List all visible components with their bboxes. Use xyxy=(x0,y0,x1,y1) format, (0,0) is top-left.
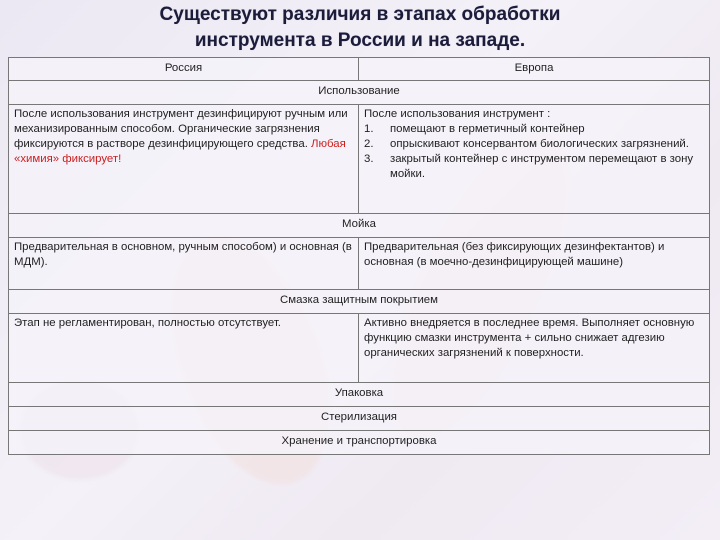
wash-russia-cell: Предварительная в основном, ручным способом) и основная (в МДМ). xyxy=(9,238,359,290)
use-russia-warning: Любая «химия» фиксирует! xyxy=(14,138,346,165)
list-text: помещают в герметичный контейнер xyxy=(390,123,585,135)
list-number: 3. xyxy=(364,153,374,165)
list-text: закрытый контейнер с инструментом перемещают в зону мойки. xyxy=(390,153,694,180)
section-sterilization: Стерилизация xyxy=(9,407,710,431)
use-europe-intro: После использования инструмент : xyxy=(364,108,551,120)
slide-title xyxy=(0,2,720,54)
header-row xyxy=(9,58,710,81)
table-row xyxy=(9,314,710,383)
column-header-russia: Россия xyxy=(9,58,359,81)
comparison-table xyxy=(8,57,710,455)
use-russia-text: После использования инструмент дезинфицируют ручным или механизированным способом. Органические загрязнения фиксируются в растворе дезинфицирующего средства. xyxy=(14,108,348,150)
section-pack: Упаковка xyxy=(9,383,710,407)
table-row xyxy=(9,238,710,290)
use-europe-cell xyxy=(359,105,710,214)
title-line-1: Существуют различия в этапах обработки xyxy=(159,4,561,25)
section-row xyxy=(9,383,710,407)
section-row xyxy=(9,81,710,105)
list-number: 2. xyxy=(364,138,374,150)
list-item xyxy=(364,137,704,152)
section-row xyxy=(9,290,710,314)
section-use: Использование xyxy=(9,81,710,105)
lube-europe-cell: Активно внедряется в последнее время. Выполняет основную функцию смазки инструмента + сильно снижает адгезию органических загрязнений к поверхности. xyxy=(359,314,710,383)
section-row xyxy=(9,431,710,455)
use-russia-cell xyxy=(9,105,359,214)
section-storage: Хранение и транспортировка xyxy=(9,431,710,455)
list-text: опрыскивают консервантом биологических загрязнений. xyxy=(390,138,689,150)
section-row xyxy=(9,214,710,238)
section-wash: Мойка xyxy=(9,214,710,238)
table-row xyxy=(9,105,710,214)
title-line-2: инструмента в России и на западе. xyxy=(194,30,526,51)
list-item xyxy=(364,122,704,137)
lube-russia-cell: Этап не регламентирован, полностью отсутствует. xyxy=(9,314,359,383)
wash-europe-cell: Предварительная (без фиксирующих дезинфектантов) и основная (в моечно-дезинфицирующей машине) xyxy=(359,238,710,290)
section-row xyxy=(9,407,710,431)
column-header-europe: Европа xyxy=(359,58,710,81)
list-item xyxy=(364,152,704,182)
list-number: 1. xyxy=(364,123,374,135)
use-europe-list xyxy=(364,122,704,182)
section-lube: Смазка защитным покрытием xyxy=(9,290,710,314)
